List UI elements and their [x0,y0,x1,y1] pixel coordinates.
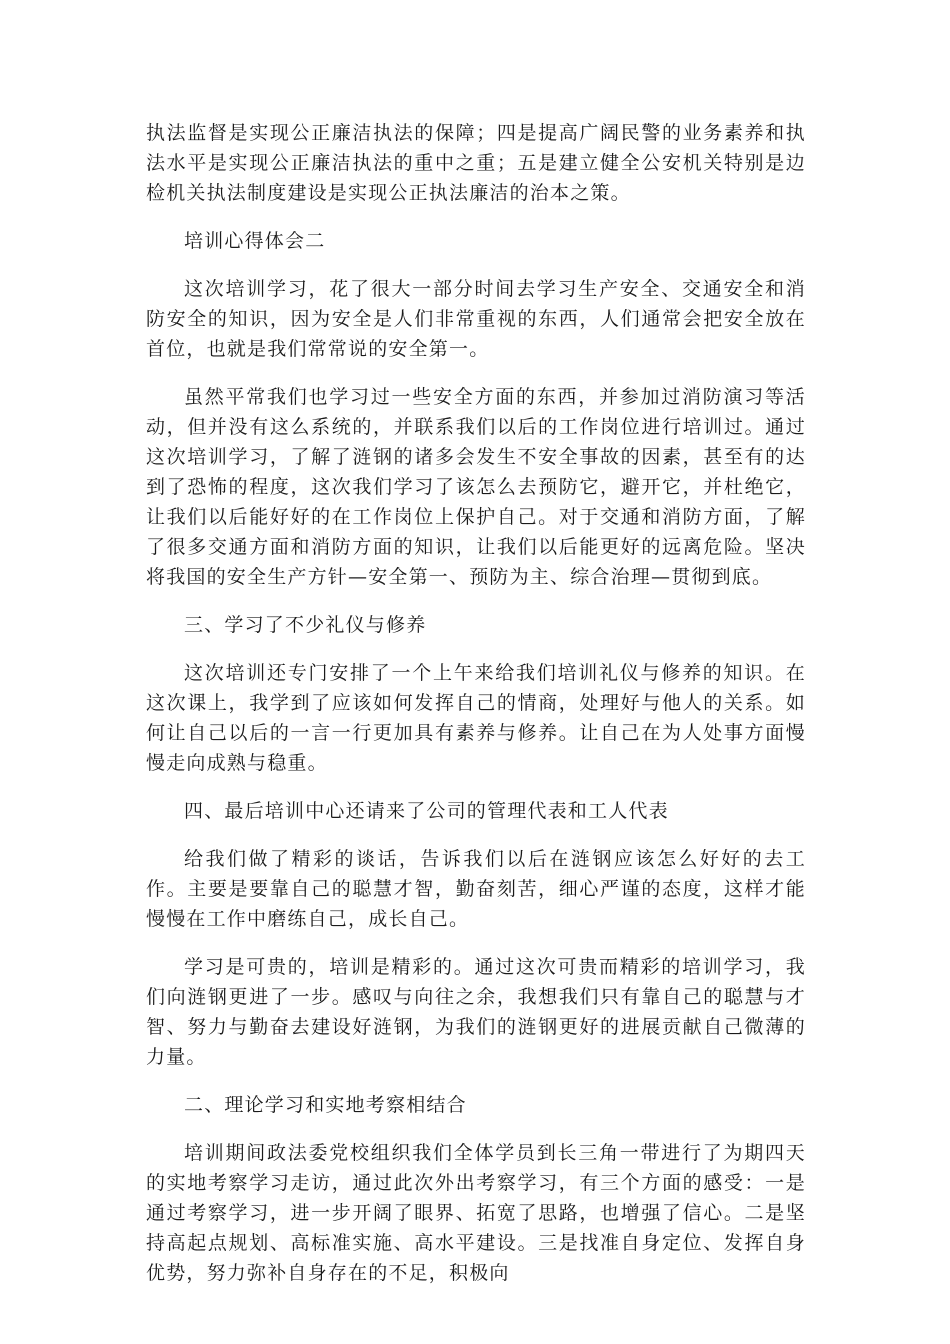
paragraph-field-study: 培训期间政法委党校组织我们全体学员到长三角一带进行了为期四天的实地考察学习走访，通过此次外出考察学习，有三个方面的感受：一是通过考察学习，进一步开阔了眼界、拓宽了思路，也增强了信心。二是坚持高起点规划、高标准实施、高水平建设。三是找准自身定位、发挥自身优势，努力弥补自身存在的不足，积极向 [146,1142,806,1284]
paragraph-continuation: 执法监督是实现公正廉洁执法的保障；四是提高广阔民警的业务素养和执法水平是实现公正廉洁执法的重中之重；五是建立健全公安机关特别是边检机关执法制度建设是实现公正执法廉洁的治本之策。 [146,122,806,204]
paragraph-safety-training: 这次培训学习，花了很大一部分时间去学习生产安全、交通安全和消防安全的知识，因为安全是人们非常重视的东西，人们通常会把安全放在首位，也就是我们常常说的安全第一。 [146,278,806,360]
paragraph-representatives-talk: 给我们做了精彩的谈话，告诉我们以后在涟钢应该怎么好好的去工作。主要是要靠自己的聪慧才智，勤奋刻苦，细心严谨的态度，这样才能慢慢在工作中磨练自己，成长自己。 [146,848,806,930]
paragraph-conclusion: 学习是可贵的，培训是精彩的。通过这次可贵而精彩的培训学习，我们向涟钢更进了一步。感叹与向往之余，我想我们只有靠自己的聪慧与才智、努力与勤奋去建设好涟钢，为我们的涟钢更好的进展贡献自己微薄的力量。 [146,956,806,1068]
section-heading-theory-practice: 二、理论学习和实地考察相结合 [184,1094,467,1116]
section-heading-etiquette: 三、学习了不少礼仪与修养 [184,614,427,636]
paragraph-etiquette: 这次培训还专门安排了一个上午来给我们培训礼仪与修养的知识。在这次课上，我学到了应该如何发挥自己的情商，处理好与他人的关系。如何让自己以后的一言一行更加具有素养与修养。让自己在为人处事方面慢慢走向成熟与稳重。 [146,662,806,774]
paragraph-safety-details: 虽然平常我们也学习过一些安全方面的东西，并参加过消防演习等活动，但并没有这么系统的，并联系我们以后的工作岗位进行培训过。通过这次培训学习，了解了涟钢的诸多会发生不安全事故的因素，甚至有的达到了恐怖的程度，这次我们学习了该怎么去预防它，避开它，并杜绝它，让我们以后能好好的在工作岗位上保护自己。对于交通和消防方面，了解了很多交通方面和消防方面的知识，让我们以后能更好的远离危险。坚决将我国的安全生产方针—安全第一、预防为主、综合治理—贯彻到底。 [146,386,806,588]
document-page [146,118,806,1306]
section-heading-representatives: 四、最后培训中心还请来了公司的管理代表和工人代表 [184,800,669,822]
section-title-experience-two: 培训心得体会二 [184,230,326,252]
